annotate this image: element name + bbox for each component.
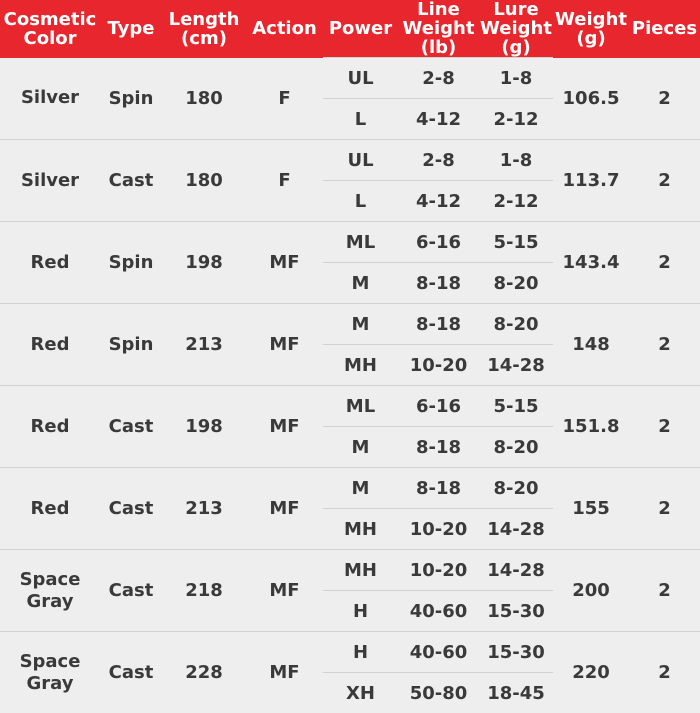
type-cell: Cast [100, 550, 162, 632]
header-label-line: Weight [398, 19, 479, 38]
cosmetic-color-text: Red [0, 498, 100, 520]
lure-weight-cell: 18-45 [479, 673, 553, 713]
lure-weight-cell: 1-8 [479, 58, 553, 99]
header-label-line: Weight [479, 19, 553, 38]
line-weight-cell: 8-18 [398, 468, 479, 509]
weight-cell: 113.7 [553, 140, 629, 222]
power-cell: UL [323, 140, 398, 181]
weight-cell: 155 [553, 468, 629, 550]
header-label-line: Lure [479, 0, 553, 19]
lure-weight-cell: 14-28 [479, 550, 553, 591]
header-label-line: (cm) [162, 29, 246, 48]
pieces-cell: 2 [629, 550, 700, 632]
power-cell: L [323, 181, 398, 222]
action-cell: MF [246, 550, 323, 632]
action-cell: MF [246, 632, 323, 713]
power-cell: M [323, 304, 398, 345]
length-cell: 180 [162, 140, 246, 222]
power-cell: MH [323, 550, 398, 591]
cosmetic-color-cell [0, 304, 100, 386]
lure-weight-cell: 1-8 [479, 140, 553, 181]
lure-weight-cell: 2-12 [479, 181, 553, 222]
line-weight-cell: 4-12 [398, 99, 479, 140]
type-cell: Cast [100, 140, 162, 222]
header-label-line: Cosmetic [0, 10, 100, 29]
power-cell: UL [323, 58, 398, 99]
pieces-cell: 2 [629, 222, 700, 304]
length-cell: 198 [162, 386, 246, 468]
cosmetic-color-cell [0, 222, 100, 304]
line-weight-cell: 6-16 [398, 222, 479, 263]
weight-cell: 200 [553, 550, 629, 632]
cosmetic-color-cell [0, 386, 100, 468]
length-cell: 228 [162, 632, 246, 713]
lure-weight-cell: 8-20 [479, 427, 553, 468]
lure-weight-cell: 15-30 [479, 591, 553, 632]
power-cell: H [323, 632, 398, 673]
action-cell: MF [246, 222, 323, 304]
length-cell: 213 [162, 304, 246, 386]
action-cell: MF [246, 386, 323, 468]
cosmetic-color-text: Silver [0, 170, 100, 192]
header-label-line: Color [0, 29, 100, 48]
header-label-line: Power [323, 19, 398, 38]
header-row [0, 0, 700, 58]
weight-cell: 106.5 [553, 58, 629, 140]
action-cell: MF [246, 468, 323, 550]
header-line-weight [398, 0, 479, 58]
header-label-line: Action [246, 19, 323, 38]
lure-weight-cell: 8-20 [479, 263, 553, 304]
line-weight-cell: 10-20 [398, 345, 479, 386]
weight-cell: 151.8 [553, 386, 629, 468]
length-cell: 218 [162, 550, 246, 632]
header-label-line: Line [398, 0, 479, 19]
header-lure-weight [479, 0, 553, 58]
power-cell: M [323, 468, 398, 509]
header-cosmetic-color [0, 0, 100, 58]
type-cell: Cast [100, 386, 162, 468]
header-power [323, 0, 398, 58]
cosmetic-color-text: Gray [0, 591, 100, 613]
line-weight-cell: 8-18 [398, 304, 479, 345]
header-action [246, 0, 323, 58]
line-weight-cell: 10-20 [398, 509, 479, 550]
header-label-line: Length [162, 10, 246, 29]
cosmetic-color-text: Silver [0, 87, 100, 109]
line-weight-cell: 6-16 [398, 386, 479, 427]
power-cell: ML [323, 386, 398, 427]
line-weight-cell: 40-60 [398, 591, 479, 632]
header-length [162, 0, 246, 58]
cosmetic-color-text: Red [0, 334, 100, 356]
line-weight-cell: 50-80 [398, 673, 479, 713]
table-row [0, 386, 700, 427]
line-weight-cell: 40-60 [398, 632, 479, 673]
length-cell: 180 [162, 58, 246, 140]
pieces-cell: 2 [629, 386, 700, 468]
lure-weight-cell: 8-20 [479, 304, 553, 345]
line-weight-cell: 2-8 [398, 140, 479, 181]
action-cell: MF [246, 304, 323, 386]
type-cell: Cast [100, 468, 162, 550]
table-header [0, 0, 700, 58]
power-cell: XH [323, 673, 398, 713]
power-cell: M [323, 263, 398, 304]
cosmetic-color-cell [0, 58, 100, 140]
header-label-line: (g) [479, 38, 553, 57]
cosmetic-color-cell [0, 468, 100, 550]
table-body [0, 58, 700, 713]
cosmetic-color-text: Gray [0, 673, 100, 695]
pieces-cell: 2 [629, 140, 700, 222]
action-cell: F [246, 140, 323, 222]
line-weight-cell: 8-18 [398, 427, 479, 468]
type-cell: Spin [100, 222, 162, 304]
length-cell: 198 [162, 222, 246, 304]
table-row [0, 222, 700, 263]
header-pieces [629, 0, 700, 58]
header-label-line: (lb) [398, 38, 479, 57]
type-cell: Spin [100, 304, 162, 386]
lure-weight-cell: 15-30 [479, 632, 553, 673]
lure-weight-cell: 2-12 [479, 99, 553, 140]
action-cell: F [246, 58, 323, 140]
lure-weight-cell: 14-28 [479, 345, 553, 386]
cosmetic-color-text: Space [0, 651, 100, 673]
power-cell: H [323, 591, 398, 632]
power-cell: MH [323, 509, 398, 550]
lure-weight-cell: 5-15 [479, 222, 553, 263]
type-cell: Spin [100, 58, 162, 140]
lure-weight-cell: 5-15 [479, 386, 553, 427]
line-weight-cell: 10-20 [398, 550, 479, 591]
table-row [0, 550, 700, 591]
header-weight [553, 0, 629, 58]
line-weight-cell: 2-8 [398, 58, 479, 99]
cosmetic-color-cell [0, 140, 100, 222]
header-label-line: Type [100, 19, 162, 38]
cosmetic-color-text: Space [0, 569, 100, 591]
header-label-line: Weight [553, 10, 629, 29]
power-cell: M [323, 427, 398, 468]
pieces-cell: 2 [629, 304, 700, 386]
line-weight-cell: 4-12 [398, 181, 479, 222]
weight-cell: 143.4 [553, 222, 629, 304]
header-type [100, 0, 162, 58]
lure-weight-cell: 14-28 [479, 509, 553, 550]
cosmetic-color-text: Red [0, 416, 100, 438]
power-cell: ML [323, 222, 398, 263]
table-row [0, 632, 700, 673]
pieces-cell: 2 [629, 632, 700, 713]
length-cell: 213 [162, 468, 246, 550]
pieces-cell: 2 [629, 468, 700, 550]
table-row [0, 304, 700, 345]
table-row [0, 468, 700, 509]
cosmetic-color-cell [0, 632, 100, 713]
weight-cell: 148 [553, 304, 629, 386]
header-label-line: (g) [553, 29, 629, 48]
power-cell: L [323, 99, 398, 140]
type-cell: Cast [100, 632, 162, 713]
cosmetic-color-cell [0, 550, 100, 632]
power-cell: MH [323, 345, 398, 386]
lure-weight-cell: 8-20 [479, 468, 553, 509]
line-weight-cell: 8-18 [398, 263, 479, 304]
cosmetic-color-text: Red [0, 252, 100, 274]
header-label-line: Pieces [629, 19, 700, 38]
table-row [0, 58, 700, 99]
pieces-cell: 2 [629, 58, 700, 140]
table-row [0, 140, 700, 181]
weight-cell: 220 [553, 632, 629, 713]
